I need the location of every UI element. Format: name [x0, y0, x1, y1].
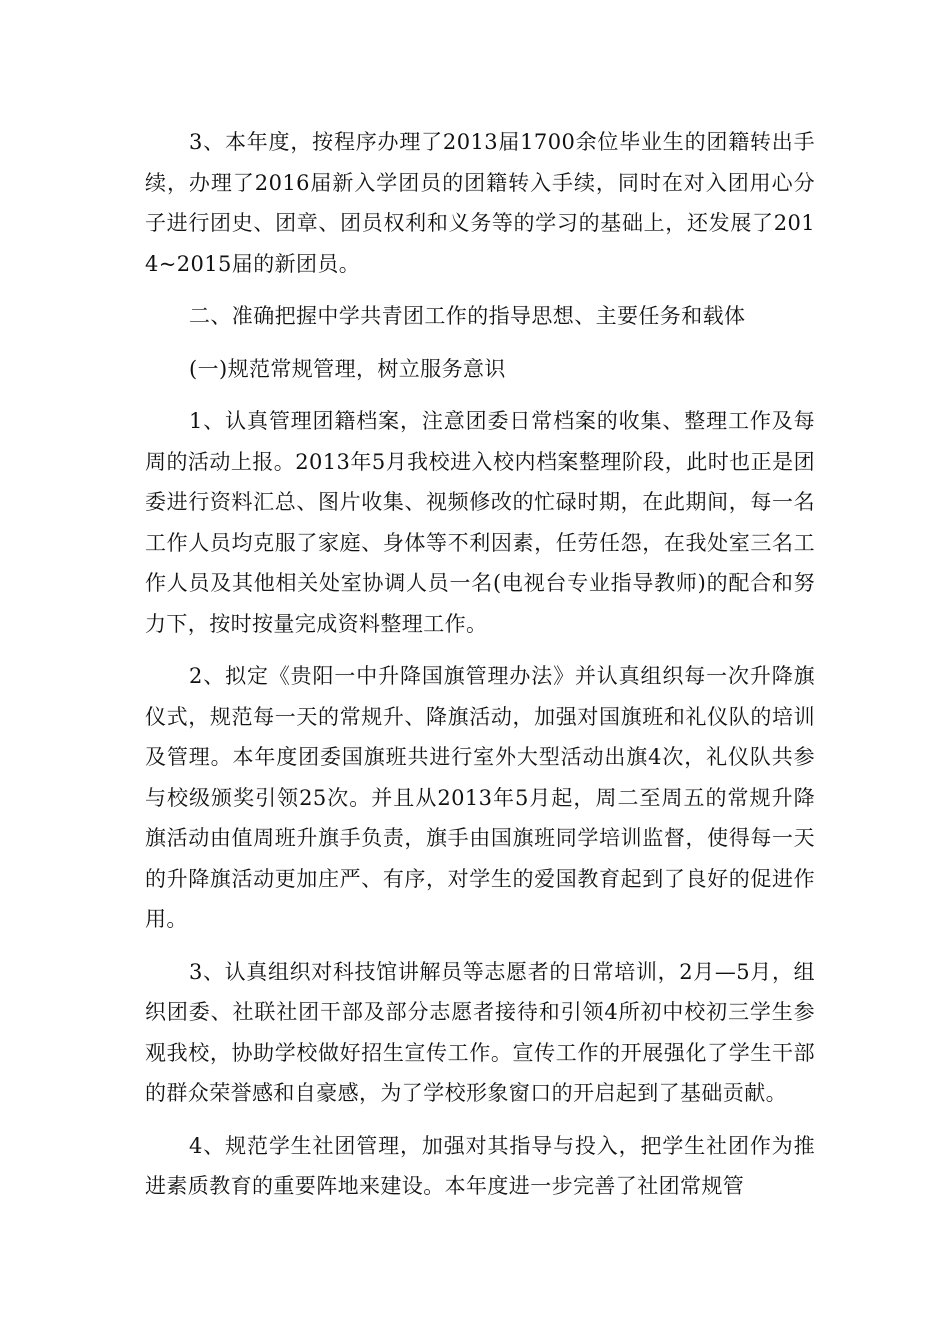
paragraph-club-management: 4、规范学生社团管理，加强对其指导与投入，把学生社团作为推进素质教育的重要阵地来建设。本年度进一步完善了社团常规管 [145, 1133, 815, 1198]
paragraph-flag-ceremony: 2、拟定《贵阳一中升降国旗管理办法》并认真组织每一次升降旗仪式，规范每一天的常规升、降旗活动，加强对国旗班和礼仪队的培训及管理。本年度团委国旗班共进行室外大型活动出旗4次，礼仪队共参与校级颁奖引领25次。并且从2013年5月起，周二至周五的常规升降旗活动由值周班升旗手负责，旗手由国旗班同学培训监督，使得每一天的升降旗活动更加庄严、有序，对学生的爱国教育起到了良好的促进作用。 [145, 664, 815, 931]
subsection-heading-one: (一)规范常规管理，树立服务意识 [189, 356, 506, 381]
section-heading-two: 二、准确把握中学共青团工作的指导思想、主要任务和载体 [189, 304, 746, 328]
paragraph-graduate-transfer: 3、本年度，按程序办理了2013届1700余位毕业生的团籍转出手续，办理了2016届新入学团员的团籍转入手续，同时在对入团用心分子进行团史、团章、团员权利和义务等的学习的基础上，还发展了2014~2015届的新团员。 [145, 130, 815, 276]
document-body [145, 122, 815, 1207]
paragraph-volunteer-training: 3、认真组织对科技馆讲解员等志愿者的日常培训，2月—5月，组织团委、社联社团干部及部分志愿者接待和引领4所初中校初三学生参观我校，协助学校做好招生宣传工作。宣传工作的开展强化了学生干部的群众荣誉感和自豪感，为了学校形象窗口的开启起到了基础贡献。 [145, 959, 815, 1105]
paragraph-archive-management: 1、认真管理团籍档案，注意团委日常档案的收集、整理工作及每周的活动上报。2013年5月我校进入校内档案整理阶段，此时也正是团委进行资料汇总、图片收集、视频修改的忙碌时期，在此期间，每一名工作人员均克服了家庭、身体等不利因素，任劳任怨，在我处室三名工作人员及其他相关处室协调人员一名(电视台专业指导教师)的配合和努力下，按时按量完成资料整理工作。 [145, 409, 815, 636]
